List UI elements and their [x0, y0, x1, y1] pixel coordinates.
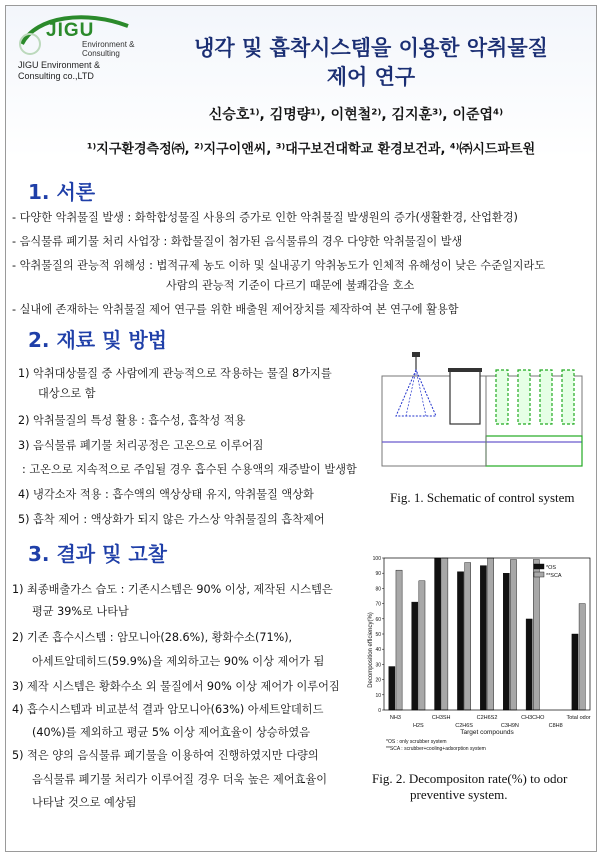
- decomposition-chart: [362, 550, 594, 758]
- title-line2: 제어 연구: [326, 65, 416, 89]
- section3-heading: 3. 결과 및 고찰: [28, 542, 168, 566]
- chart-xtick-label: Total odor: [566, 715, 591, 721]
- section1-line: - 다양한 악취물질 발생 : 화학합성물질 사용의 증가로 인한 악취물질 발생원의 증가(생활환경, 산업환경): [12, 211, 518, 224]
- chart-ytick-label: 10: [375, 692, 381, 699]
- chart-ytick-label: 100: [372, 556, 381, 562]
- section3-line: 음식물류 폐기물 처리가 이루어질 경우 더욱 높은 제어효율이: [32, 773, 328, 786]
- chart-ytick-label: 20: [375, 677, 381, 684]
- section2-line: 4) 냉각소자 적용 : 흡수액의 액상상태 유지, 악취물질 액상화: [18, 488, 314, 501]
- schematic-tank-lid: [448, 368, 482, 372]
- legend-label-sca: **SCA: [546, 573, 562, 579]
- chart-ytick-label: 40: [375, 647, 381, 654]
- chart-xtick-label: C2H6S: [455, 723, 473, 729]
- section3-line: 1) 최종배출가스 습도 : 기존시스템은 90% 이상, 제작된 시스템은: [12, 583, 333, 596]
- chart-ytick-label: 30: [375, 662, 381, 669]
- section2-line: 2) 악취물질의 특성 활용 : 흡수성, 흡착성 적용: [18, 414, 246, 427]
- poster: [5, 5, 597, 852]
- legend-swatch-os: [534, 564, 544, 569]
- chart-xtick-label: C8H8: [548, 723, 563, 729]
- fig2-caption-line2: preventive system.: [410, 787, 508, 802]
- section2-line: 대상으로 함: [38, 387, 96, 400]
- schematic-column: [562, 370, 574, 424]
- section1-line: - 악취물질의 관능적 위해성 : 법적규제 농도 이하 및 실내공기 악취농도가 인체적 유해성이 낮은 수준일지라도: [12, 259, 546, 272]
- chart-bar: [419, 581, 425, 710]
- chart-bar: [510, 560, 516, 710]
- chart-bar: [412, 602, 418, 710]
- chart-bar: [503, 573, 509, 710]
- chart-xtick-label: C2H6S2: [476, 715, 498, 721]
- logo-sub1: Environment &: [82, 40, 135, 49]
- chart-bar: [442, 558, 448, 710]
- chart-ytick-label: 60: [375, 616, 381, 623]
- chart-bar: [480, 566, 486, 710]
- schematic-column: [496, 370, 508, 424]
- chart-bar: [457, 572, 463, 710]
- chart-xtick-label: CH3CHO: [521, 715, 545, 721]
- section2-heading: 2. 재료 및 방법: [28, 328, 168, 352]
- chart-bar: [396, 570, 402, 710]
- section3-line: 2) 기존 흡수시스템 : 암모니아(28.6%), 황화수소(71%),: [12, 631, 293, 644]
- section1-line: - 음식물류 폐기물 처리 사업장 : 화합물질이 첨가된 음식물류의 경우 다양한 악취물질이 발생: [12, 235, 463, 248]
- logo-brand: JIGU: [46, 20, 95, 41]
- chart-xtick-label: C3H9N: [500, 723, 519, 729]
- authors: 신승호¹⁾, 김명량¹⁾, 이현철²⁾, 김지훈³⁾, 이준엽⁴⁾: [208, 107, 504, 123]
- section3-line: 아세트알데히드(59.9%)을 제외하고는 90% 이상 제어가 됨: [32, 655, 325, 668]
- section2-line: : 고온으로 지속적으로 주입될 경우 흡수된 수용액의 재증발이 발생함: [22, 463, 357, 476]
- chart-bar: [465, 563, 471, 710]
- section3-line: 3) 제작 시스템은 황화수소 외 물질에서 90% 이상 제어가 이루어짐: [12, 680, 340, 693]
- legend-label-os: *OS: [546, 565, 557, 571]
- section3-line: 4) 흡수시스템과 비교분석 결과 암모니아(63%) 아세트알데히드: [12, 703, 324, 716]
- schematic-column: [540, 370, 552, 424]
- section2-line: 1) 악취대상물질 중 사람에게 관능적으로 작용하는 물질 8가지를: [18, 367, 332, 380]
- section1-line: 사람의 관능적 기준이 다르기 때문에 불쾌감을 호소: [166, 279, 415, 292]
- chart-bar: [435, 558, 441, 710]
- chart-bar: [389, 667, 395, 710]
- chart-ylabel: Decomposition efficiency(%): [368, 612, 374, 688]
- chart-ytick-label: 0: [378, 708, 381, 714]
- section2-line: 5) 흡착 제어 : 액상화가 되지 않은 가스상 악취물질의 흡착제어: [18, 513, 325, 526]
- chart-ytick-label: 90: [375, 571, 381, 578]
- chart-bar: [572, 634, 578, 710]
- title-line1: 냉각 및 흡착시스템을 이용한 악취물질: [194, 36, 548, 60]
- chart-ytick-label: 50: [375, 632, 381, 638]
- fig2-caption-line1: Fig. 2. Decompositon rate(%) to odor: [372, 771, 568, 786]
- chart-xtick-label: CH3SH: [431, 715, 451, 721]
- fig1-caption: Fig. 1. Schematic of control system: [390, 490, 575, 505]
- section2-line: 3) 음식물류 폐기물 처리공정은 고온으로 이루어짐: [18, 439, 264, 452]
- chart-bar: [526, 619, 532, 710]
- chart-xtick-label: H2S: [412, 723, 424, 729]
- logo-caption2: Consulting co.,LTD: [18, 71, 94, 81]
- schematic-figure: [376, 348, 588, 470]
- section1-line: - 실내에 존재하는 악취물질 제어 연구를 위한 배출원 제어장치를 제작하여 본 연구에 활용함: [12, 303, 459, 316]
- schematic-nozzle: [412, 352, 420, 357]
- section3-line: 평균 39%로 나타남: [32, 605, 129, 618]
- chart-note: *OS : only scrubber system: [386, 739, 447, 745]
- chart-ytick-label: 70: [375, 601, 381, 608]
- section1-heading: 1. 서론: [28, 180, 96, 204]
- section3-line: 나타날 것으로 예상됨: [32, 796, 137, 809]
- chart-xtick-label: NH3: [389, 715, 401, 721]
- chart-xlabel: Target compounds: [460, 729, 514, 736]
- section3-line: (40%)를 제외하고 평균 5% 이상 제어효율이 상승하였음: [32, 726, 311, 739]
- logo-caption1: JIGU Environment &: [18, 60, 101, 70]
- legend-swatch-sca: [534, 572, 544, 577]
- logo-sub2: Consulting: [82, 49, 120, 58]
- section3-line: 5) 적은 양의 음식물류 폐기물을 이용하여 진행하였지만 다량의: [12, 749, 319, 762]
- page-title: [156, 34, 586, 92]
- chart-bar: [533, 560, 539, 710]
- chart-ytick-label: 80: [375, 586, 381, 593]
- chart-bar: [579, 604, 585, 710]
- schematic-column: [518, 370, 530, 424]
- schematic-tank: [450, 370, 480, 424]
- chart-note: **SCA : scrubber+cooling+adsorption system: [386, 746, 486, 752]
- chart-bar: [488, 558, 494, 710]
- logo: [16, 14, 146, 84]
- affiliations: ¹⁾지구환경측정㈜, ²⁾지구이앤씨, ³⁾대구보건대학교 환경보건과, ⁴⁾㈜시드파트원: [86, 142, 536, 157]
